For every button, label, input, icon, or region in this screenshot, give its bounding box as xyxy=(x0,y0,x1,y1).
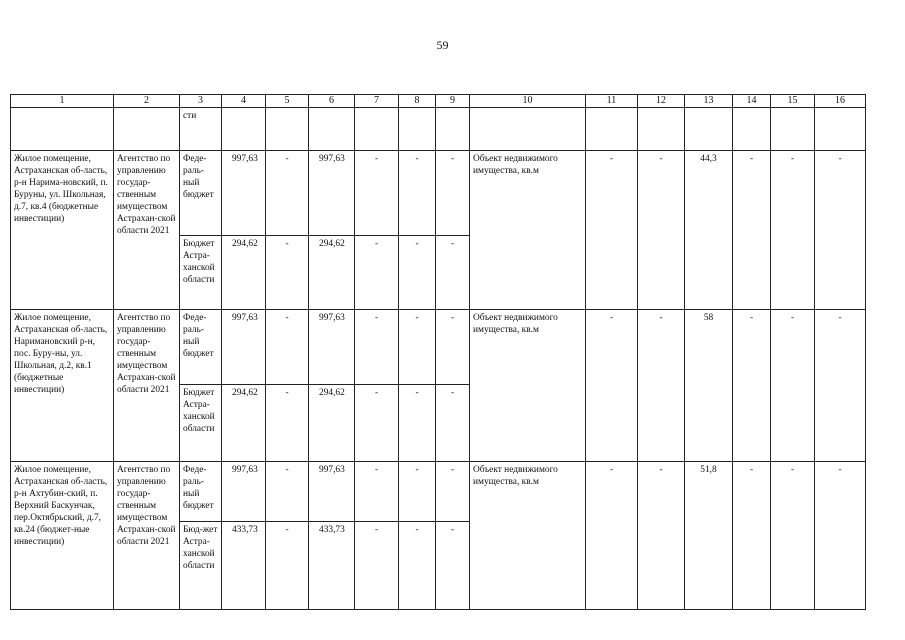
object-description: Жилое помещение, Астраханская об-ласть, р-н Нарима-новский, п. Буруны, ул. Школьная, д.7, кв.4 (бюджетные инвестиции) xyxy=(11,151,114,310)
amount-cell: 997,63 xyxy=(309,310,355,385)
amount-cell: - xyxy=(266,385,309,462)
agency-cell: Агентство по управлению государ-ственным имуществом Астрахан-ской области 2021 xyxy=(114,462,180,610)
amount-cell: - xyxy=(399,385,436,462)
result-indicator: Объект недвижимого имущества, кв.м xyxy=(470,151,586,310)
amount-cell: - xyxy=(355,236,399,310)
col-header: 4 xyxy=(222,95,266,108)
value-cell: 44,3 xyxy=(685,151,733,310)
value-cell: - xyxy=(771,462,815,610)
funding-source: Бюджет Астра-ханской области xyxy=(180,385,222,462)
amount-cell: 294,62 xyxy=(309,236,355,310)
amount-cell: - xyxy=(399,310,436,385)
amount-cell: - xyxy=(266,310,309,385)
funding-source: Феде-раль-ный бюджет xyxy=(180,462,222,522)
value-cell: - xyxy=(733,151,771,310)
amount-cell: - xyxy=(399,236,436,310)
amount-cell: - xyxy=(436,385,470,462)
amount-cell: - xyxy=(436,310,470,385)
amount-cell: - xyxy=(355,151,399,236)
col-header: 15 xyxy=(771,95,815,108)
table-row xyxy=(11,151,866,236)
amount-cell: - xyxy=(355,462,399,522)
funding-source: Феде-раль-ный бюджет xyxy=(180,310,222,385)
object-description: Жилое помещение, Астраханская об-ласть, Наримановский р-н, пос. Буру-ны, ул. Школьная, д.2, кв.1 (бюджетные инвестиции) xyxy=(11,310,114,462)
col-header: 12 xyxy=(638,95,685,108)
amount-cell: - xyxy=(436,151,470,236)
col-header: 13 xyxy=(685,95,733,108)
amount-cell: - xyxy=(399,522,436,610)
value-cell: - xyxy=(771,310,815,462)
amount-cell: 997,63 xyxy=(222,310,266,385)
agency-cell: Агентство по управлению государ-ственным имуществом Астрахан-ской области 2021 xyxy=(114,310,180,462)
value-cell: - xyxy=(638,151,685,310)
col-header: 16 xyxy=(815,95,866,108)
col-header: 6 xyxy=(309,95,355,108)
col-header: 3 xyxy=(180,95,222,108)
value-cell: - xyxy=(815,151,866,310)
amount-cell: - xyxy=(266,236,309,310)
amount-cell: 997,63 xyxy=(309,462,355,522)
object-description: Жилое помещение, Астраханская об-ласть, р-н Ахтубин-ский, п. Верхний Баскунчак, пер.Октябрьский, д.7, кв.24 (бюджет-ные инвестиции) xyxy=(11,462,114,610)
value-cell: - xyxy=(638,462,685,610)
amount-cell: 294,62 xyxy=(309,385,355,462)
value-cell: - xyxy=(815,462,866,610)
amount-cell: 997,63 xyxy=(222,462,266,522)
amount-cell: - xyxy=(266,151,309,236)
continued-cell: сти xyxy=(180,108,222,151)
agency-cell: Агентство по управлению государ-ственным имуществом Астрахан-ской области 2021 xyxy=(114,151,180,310)
col-header: 11 xyxy=(586,95,638,108)
col-header: 1 xyxy=(11,95,114,108)
col-header: 8 xyxy=(399,95,436,108)
value-cell: - xyxy=(733,462,771,610)
amount-cell: - xyxy=(436,462,470,522)
value-cell: 58 xyxy=(685,310,733,462)
page-number: 59 xyxy=(436,38,449,52)
amount-cell: 433,73 xyxy=(222,522,266,610)
amount-cell: 997,63 xyxy=(309,151,355,236)
value-cell: - xyxy=(586,310,638,462)
amount-cell: 294,62 xyxy=(222,385,266,462)
value-cell: - xyxy=(771,151,815,310)
value-cell: - xyxy=(586,462,638,610)
value-cell: 51,8 xyxy=(685,462,733,610)
funding-source: Бюд-жет Астра-ханской области xyxy=(180,522,222,610)
col-header: 14 xyxy=(733,95,771,108)
col-header: 5 xyxy=(266,95,309,108)
amount-cell: - xyxy=(399,151,436,236)
amount-cell: 433,73 xyxy=(309,522,355,610)
amount-cell: - xyxy=(355,522,399,610)
amount-cell: 294,62 xyxy=(222,236,266,310)
col-header: 9 xyxy=(436,95,470,108)
value-cell: - xyxy=(586,151,638,310)
amount-cell: - xyxy=(436,236,470,310)
col-header: 10 xyxy=(470,95,586,108)
amount-cell: - xyxy=(355,310,399,385)
value-cell: - xyxy=(815,310,866,462)
value-cell: - xyxy=(638,310,685,462)
amount-cell: - xyxy=(355,385,399,462)
funding-source: Феде-раль-ный бюджет xyxy=(180,151,222,236)
funding-source: Бюджет Астра-ханской области xyxy=(180,236,222,310)
column-number-row xyxy=(11,95,866,108)
table-row xyxy=(11,310,866,385)
col-header: 2 xyxy=(114,95,180,108)
amount-cell: - xyxy=(266,462,309,522)
result-indicator: Объект недвижимого имущества, кв.м xyxy=(470,310,586,462)
budget-table xyxy=(10,94,866,610)
amount-cell: 997,63 xyxy=(222,151,266,236)
table-row xyxy=(11,462,866,522)
amount-cell: - xyxy=(266,522,309,610)
value-cell: - xyxy=(733,310,771,462)
col-header: 7 xyxy=(355,95,399,108)
amount-cell: - xyxy=(399,462,436,522)
result-indicator: Объект недвижимого имущества, кв.м xyxy=(470,462,586,610)
amount-cell: - xyxy=(436,522,470,610)
continuation-row xyxy=(11,108,866,151)
